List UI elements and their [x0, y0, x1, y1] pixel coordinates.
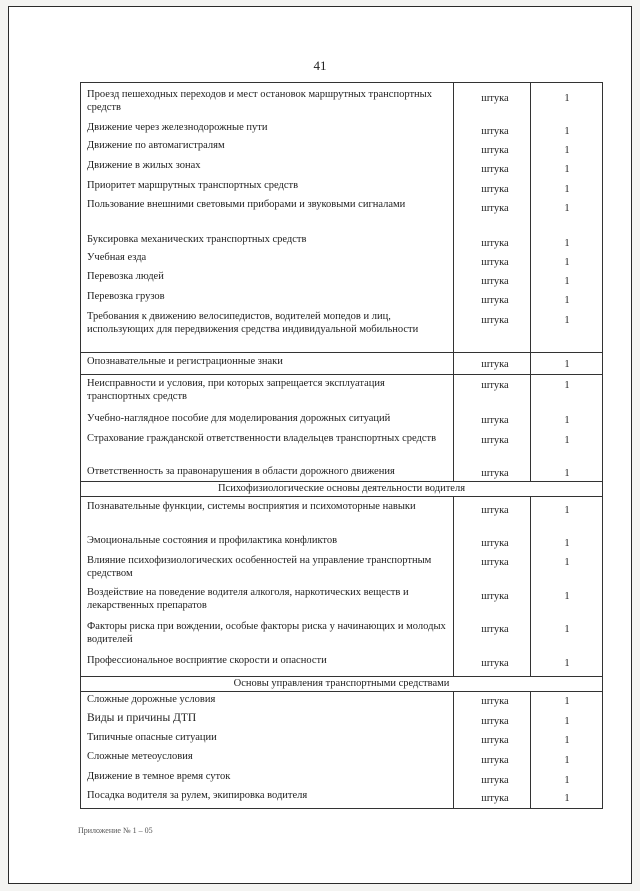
row-qty: 1 [564, 295, 570, 306]
row-name: Движение в жилых зонах [87, 160, 201, 171]
row-name: Сложные метеоусловия [87, 751, 193, 762]
row-qty: 1 [564, 238, 570, 249]
row-name: Познавательные функции, системы восприятия и психомоторные навыки [87, 501, 416, 512]
row-unit: штука [481, 164, 509, 175]
row-name: Перевозка людей [87, 271, 164, 282]
row-name: Неисправности и условия, при которых запрещается эксплуатация транспортных средств [87, 378, 385, 402]
column-divider [453, 692, 454, 808]
row-unit: штука [481, 380, 509, 391]
row-unit: штука [481, 557, 509, 568]
table-group-1 [80, 82, 603, 352]
column-divider [530, 83, 531, 352]
row-qty: 1 [564, 716, 570, 727]
row-unit: штука [481, 359, 509, 370]
row-unit: штука [481, 315, 509, 326]
row-name: Посадка водителя за рулем, экипировка водителя [87, 790, 308, 801]
table-group-3 [80, 496, 603, 676]
row-unit: штука [481, 696, 509, 707]
row-qty: 1 [564, 557, 570, 568]
row-unit: штука [481, 658, 509, 669]
table-row [80, 352, 603, 374]
row-unit: штука [481, 775, 509, 786]
section-header: Основы управления транспортными средствами [80, 676, 603, 691]
row-qty: 1 [564, 435, 570, 446]
row-unit: штука [481, 126, 509, 137]
row-qty: 1 [564, 164, 570, 175]
row-unit: штука [481, 145, 509, 156]
row-name: Страхование гражданской ответственности владельцев транспортных средств [87, 433, 437, 444]
row-unit: штука [481, 505, 509, 516]
column-divider [530, 497, 531, 676]
row-name: Опознавательные и регистрационные знаки [87, 356, 283, 367]
column-divider [453, 497, 454, 676]
row-name: Проезд пешеходных переходов и мест остановок маршрутных транспортных средств [87, 89, 432, 113]
row-qty: 1 [564, 538, 570, 549]
equipment-table [80, 82, 603, 809]
row-qty: 1 [564, 415, 570, 426]
row-qty: 1 [564, 184, 570, 195]
row-qty: 1 [564, 315, 570, 326]
row-qty: 1 [564, 468, 570, 479]
row-name: Ответственность за правонарушения в области дорожного движения [87, 466, 395, 477]
row-qty: 1 [564, 359, 570, 370]
section-header: Психофизиологические основы деятельности водителя [80, 481, 603, 496]
row-name: Воздействие на поведение водителя алкоголя, наркотических веществ и лекарственных препаратов [87, 587, 409, 611]
row-unit: штука [481, 257, 509, 268]
row-unit: штука [481, 184, 509, 195]
row-qty: 1 [564, 755, 570, 766]
row-name: Учебная езда [87, 252, 147, 263]
row-name: Требования к движению велосипедистов, водителей мопедов и лиц, использующих для передвижения средства индивидуальной мобильности [87, 311, 419, 335]
row-unit: штука [481, 793, 509, 804]
row-name: Буксировка механических транспортных средств [87, 234, 307, 245]
row-qty: 1 [564, 775, 570, 786]
row-unit: штука [481, 716, 509, 727]
row-name: Движение по автомагистралям [87, 140, 225, 151]
row-name: Учебно-наглядное пособие для моделирования дорожных ситуаций [87, 413, 391, 424]
row-qty: 1 [564, 126, 570, 137]
row-qty: 1 [564, 735, 570, 746]
row-name: Типичные опасные ситуации [87, 732, 217, 743]
row-name: Приоритет маршрутных транспортных средств [87, 180, 299, 191]
row-unit: штука [481, 415, 509, 426]
table-group-2 [80, 374, 603, 481]
row-unit: штука [481, 295, 509, 306]
row-qty: 1 [564, 145, 570, 156]
row-unit: штука [481, 93, 509, 104]
row-qty: 1 [564, 380, 570, 391]
row-qty: 1 [564, 624, 570, 635]
row-name: Влияние психофизиологических особенностей на управление транспортным средством [87, 555, 432, 579]
row-unit: штука [481, 435, 509, 446]
row-name: Сложные дорожные условия [87, 694, 216, 705]
row-unit: штука [481, 276, 509, 287]
row-qty: 1 [564, 257, 570, 268]
row-name: Движение в темное время суток [87, 771, 231, 782]
row-qty: 1 [564, 276, 570, 287]
column-divider [453, 83, 454, 352]
row-qty: 1 [564, 793, 570, 804]
row-qty: 1 [564, 505, 570, 516]
row-unit: штука [481, 755, 509, 766]
column-divider [530, 692, 531, 808]
column-divider [453, 353, 454, 374]
row-unit: штука [481, 203, 509, 214]
row-name: Факторы риска при вождении, особые факторы риска у начинающих и молодых водителей [87, 621, 446, 645]
row-qty: 1 [564, 696, 570, 707]
row-name: Движение через железнодорожные пути [87, 122, 268, 133]
row-qty: 1 [564, 203, 570, 214]
row-unit: штука [481, 591, 509, 602]
row-name: Перевозка грузов [87, 291, 165, 302]
footer-note: Приложение № 1 – 05 [78, 826, 153, 835]
row-name: Эмоциональные состояния и профилактика конфликтов [87, 535, 338, 546]
row-name: Виды и причины ДТП [87, 712, 197, 724]
row-qty: 1 [564, 591, 570, 602]
row-unit: штука [481, 735, 509, 746]
row-name: Пользование внешними световыми приборами и звуковыми сигналами [87, 199, 406, 210]
row-unit: штука [481, 538, 509, 549]
row-unit: штука [481, 238, 509, 249]
row-unit: штука [481, 624, 509, 635]
row-qty: 1 [564, 93, 570, 104]
row-name: Профессиональное восприятие скорости и опасности [87, 655, 327, 666]
row-unit: штука [481, 468, 509, 479]
row-qty: 1 [564, 658, 570, 669]
page-number: 41 [313, 58, 327, 73]
column-divider [453, 375, 454, 481]
table-group-4 [80, 691, 603, 809]
